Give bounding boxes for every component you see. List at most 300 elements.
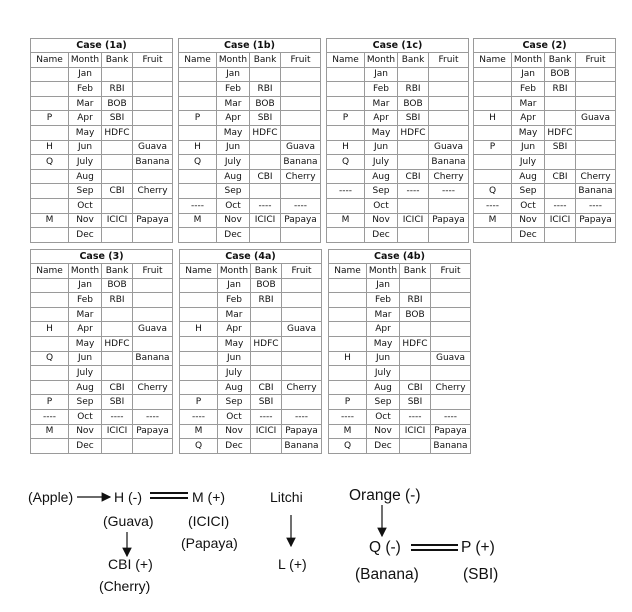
table-cell — [576, 96, 616, 111]
table-cell: Apr — [512, 111, 545, 126]
table-cell — [179, 67, 217, 82]
label-h: H (-) — [114, 489, 142, 505]
table-cell — [282, 351, 322, 366]
table-cell — [133, 198, 173, 213]
table-cell: SBI — [400, 395, 431, 410]
table-cell: Jan — [69, 278, 102, 293]
table-row — [31, 380, 173, 395]
case-title: Case (4a) — [179, 249, 322, 263]
table-cell — [400, 366, 431, 381]
table-cell: Q — [31, 351, 69, 366]
table-cell — [281, 67, 321, 82]
case-title: Case (2) — [473, 38, 616, 52]
table-cell — [102, 155, 133, 170]
table-cell: HDFC — [102, 125, 133, 140]
table-cell: Banana — [282, 439, 322, 454]
table-row — [179, 228, 321, 243]
table-cell — [102, 169, 133, 184]
table-cell — [133, 228, 173, 243]
table-cell: Feb — [365, 82, 398, 97]
table-cell — [576, 228, 616, 243]
table-cell — [251, 439, 282, 454]
table-row — [180, 409, 322, 424]
table-cell: RBI — [400, 293, 431, 308]
table-cell: ---- — [102, 409, 133, 424]
table-cell: Aug — [217, 169, 250, 184]
table-cell: Jun — [367, 351, 400, 366]
table-header-row — [327, 53, 469, 68]
table-cell — [102, 307, 133, 322]
table-row — [329, 424, 471, 439]
table-cell — [133, 125, 173, 140]
table-cell — [31, 125, 69, 140]
column-header: Bank — [102, 53, 133, 68]
column-header: Bank — [545, 53, 576, 68]
table-cell — [327, 125, 365, 140]
table-cell — [431, 366, 471, 381]
table-cell — [250, 155, 281, 170]
table-cell — [474, 82, 512, 97]
table-cell: Cherry — [431, 380, 471, 395]
table-row — [31, 184, 173, 199]
table-cell: Nov — [365, 213, 398, 228]
table-cell: ---- — [398, 184, 429, 199]
table-row — [180, 380, 322, 395]
table-cell: Sep — [69, 184, 102, 199]
table-cell — [329, 293, 367, 308]
table-cell: Mar — [218, 307, 251, 322]
table-cell — [102, 351, 133, 366]
table-cell: Nov — [367, 424, 400, 439]
table-row — [327, 198, 469, 213]
table-row — [329, 439, 471, 454]
table-cell: BOB — [400, 307, 431, 322]
table-cell: Feb — [69, 293, 102, 308]
table-cell — [398, 140, 429, 155]
table-row — [329, 293, 471, 308]
table-cell: ---- — [327, 184, 365, 199]
table-row — [327, 67, 469, 82]
column-header: Name — [179, 53, 217, 68]
table-cell: July — [512, 155, 545, 170]
table-cell: Jun — [217, 140, 250, 155]
table-cell — [431, 293, 471, 308]
table-cell — [329, 278, 367, 293]
table-cell: Guava — [576, 111, 616, 126]
table-cell — [431, 307, 471, 322]
column-header: Fruit — [576, 53, 616, 68]
table-cell: Papaya — [576, 213, 616, 228]
table-cell: Jun — [218, 351, 251, 366]
table-cell: Dec — [69, 439, 102, 454]
table-cell — [133, 111, 173, 126]
table-cell: HDFC — [400, 336, 431, 351]
table-row — [179, 140, 321, 155]
table-cell: ICICI — [545, 213, 576, 228]
case-table — [328, 249, 471, 454]
table-row — [180, 439, 322, 454]
table-cell: H — [180, 322, 218, 337]
table-cell — [329, 336, 367, 351]
label-cbi: CBI (+) — [108, 556, 153, 572]
table-cell: Jun — [512, 140, 545, 155]
table-cell: May — [69, 336, 102, 351]
label-guava: (Guava) — [103, 513, 154, 529]
table-cell — [281, 96, 321, 111]
table-cell: H — [474, 111, 512, 126]
table-cell: Sep — [365, 184, 398, 199]
table-cell — [282, 278, 322, 293]
table-cell: SBI — [250, 111, 281, 126]
table-cell: Q — [31, 155, 69, 170]
table-cell — [281, 82, 321, 97]
table-cell: Cherry — [429, 169, 469, 184]
table-cell: Nov — [218, 424, 251, 439]
column-header: Name — [31, 264, 69, 279]
table-cell: Cherry — [133, 380, 173, 395]
table-cell — [31, 198, 69, 213]
table-cell — [576, 155, 616, 170]
table-row — [474, 67, 616, 82]
table-row — [179, 96, 321, 111]
table-row — [180, 307, 322, 322]
table-cell — [429, 198, 469, 213]
table-cell — [431, 336, 471, 351]
table-cell: Feb — [512, 82, 545, 97]
case-title: Case (4b) — [328, 249, 471, 263]
table-cell: Oct — [217, 198, 250, 213]
table-row — [179, 213, 321, 228]
table-cell — [429, 125, 469, 140]
table-cell — [251, 322, 282, 337]
table-cell — [281, 125, 321, 140]
table-cell: July — [367, 366, 400, 381]
table-cell: ICICI — [250, 213, 281, 228]
table-row — [327, 228, 469, 243]
table-cell: HDFC — [251, 336, 282, 351]
table-cell: Sep — [512, 184, 545, 199]
table-cell — [329, 380, 367, 395]
column-header: Bank — [250, 53, 281, 68]
table-cell — [133, 366, 173, 381]
column-header: Bank — [400, 264, 431, 279]
column-header: Fruit — [133, 264, 173, 279]
table-cell — [31, 380, 69, 395]
table-cell — [31, 184, 69, 199]
table-cell — [102, 198, 133, 213]
table-cell: Banana — [133, 155, 173, 170]
table-cell: Cherry — [281, 169, 321, 184]
table-cell: Papaya — [133, 213, 173, 228]
table-cell: July — [218, 366, 251, 381]
table-cell — [179, 184, 217, 199]
table-cell: RBI — [250, 82, 281, 97]
table-row — [474, 169, 616, 184]
table-cell — [180, 351, 218, 366]
table-cell: RBI — [102, 293, 133, 308]
table-cell: Guava — [282, 322, 322, 337]
table-cell: M — [31, 424, 69, 439]
table-cell: M — [474, 213, 512, 228]
table-cell — [327, 228, 365, 243]
column-header: Month — [69, 53, 102, 68]
table-row — [31, 395, 173, 410]
table-row — [474, 155, 616, 170]
case-title: Case (3) — [30, 249, 173, 263]
table-cell: Feb — [367, 293, 400, 308]
table-cell: Papaya — [282, 424, 322, 439]
table-cell — [400, 439, 431, 454]
column-header: Month — [218, 264, 251, 279]
label-q: Q (-) — [369, 539, 401, 556]
table-row — [180, 336, 322, 351]
table-cell: P — [329, 395, 367, 410]
table-cell: Jan — [365, 67, 398, 82]
diagram-lines — [0, 470, 632, 612]
table-cell — [133, 395, 173, 410]
table-cell — [398, 67, 429, 82]
table-cell: Guava — [281, 140, 321, 155]
table-cell: Jun — [69, 140, 102, 155]
label-icici: (ICICI) — [188, 513, 230, 529]
table-cell: Dec — [217, 228, 250, 243]
column-header: Fruit — [281, 53, 321, 68]
table-row — [474, 82, 616, 97]
table-row — [327, 169, 469, 184]
column-header: Month — [512, 53, 545, 68]
table-cell — [282, 366, 322, 381]
table-cell: ICICI — [102, 213, 133, 228]
table-cell: BOB — [251, 278, 282, 293]
table-cell: Feb — [69, 82, 102, 97]
table-cell — [133, 82, 173, 97]
table-cell: Papaya — [133, 424, 173, 439]
column-header: Name — [329, 264, 367, 279]
column-header: Bank — [102, 264, 133, 279]
table-cell — [329, 366, 367, 381]
table-cell — [545, 111, 576, 126]
table-cell — [281, 111, 321, 126]
table-row — [327, 96, 469, 111]
table-cell: CBI — [102, 380, 133, 395]
table-cell — [429, 228, 469, 243]
table-cell: Apr — [69, 111, 102, 126]
column-header: Month — [69, 264, 102, 279]
table-cell: M — [180, 424, 218, 439]
table-row — [474, 140, 616, 155]
table-row — [329, 336, 471, 351]
table-row — [31, 96, 173, 111]
table-cell: HDFC — [250, 125, 281, 140]
table-cell: Dec — [367, 439, 400, 454]
table-row — [31, 307, 173, 322]
table-cell — [31, 228, 69, 243]
table-cell — [133, 96, 173, 111]
table-header-row — [329, 264, 471, 279]
table-cell: ---- — [251, 409, 282, 424]
table-cell: H — [329, 351, 367, 366]
table-cell — [133, 293, 173, 308]
table-row — [179, 184, 321, 199]
table-cell: July — [69, 366, 102, 381]
table-cell: Aug — [69, 380, 102, 395]
table-cell: July — [365, 155, 398, 170]
table-cell — [327, 169, 365, 184]
table-row — [474, 125, 616, 140]
table-cell: Papaya — [431, 424, 471, 439]
table-cell: Jan — [217, 67, 250, 82]
table-row — [329, 278, 471, 293]
table-cell — [576, 67, 616, 82]
table-cell — [429, 82, 469, 97]
label-m: M (+) — [192, 489, 226, 505]
table-cell — [102, 439, 133, 454]
table-cell — [133, 278, 173, 293]
table-row — [31, 67, 173, 82]
table-row — [474, 184, 616, 199]
table-cell: H — [327, 140, 365, 155]
table-row — [329, 351, 471, 366]
table-cell: ---- — [400, 409, 431, 424]
table-cell: Aug — [367, 380, 400, 395]
table-cell: Mar — [365, 96, 398, 111]
table-row — [31, 125, 173, 140]
table-cell: Feb — [218, 293, 251, 308]
table-cell: Aug — [69, 169, 102, 184]
relationship-diagram — [0, 470, 632, 612]
table-cell — [250, 67, 281, 82]
table-cell: Aug — [365, 169, 398, 184]
column-header: Name — [327, 53, 365, 68]
table-cell — [179, 96, 217, 111]
case-title: Case (1b) — [178, 38, 321, 52]
table-cell: Cherry — [282, 380, 322, 395]
table-cell: CBI — [400, 380, 431, 395]
table-row — [180, 424, 322, 439]
column-header: Name — [180, 264, 218, 279]
table-row — [474, 198, 616, 213]
table-cell: ---- — [431, 409, 471, 424]
case-table — [473, 38, 616, 243]
table-cell: BOB — [398, 96, 429, 111]
table-row — [179, 67, 321, 82]
table-row — [31, 155, 173, 170]
table-row — [31, 351, 173, 366]
column-header: Name — [31, 53, 69, 68]
table-cell — [102, 228, 133, 243]
table-header-row — [179, 53, 321, 68]
table-row — [179, 155, 321, 170]
table-cell: Oct — [69, 198, 102, 213]
column-header: Month — [365, 53, 398, 68]
table-cell: P — [31, 111, 69, 126]
column-header: Bank — [398, 53, 429, 68]
table-row — [327, 213, 469, 228]
column-header: Fruit — [429, 53, 469, 68]
table-cell: Apr — [218, 322, 251, 337]
table-row — [31, 198, 173, 213]
table-cell — [133, 67, 173, 82]
table-row — [327, 155, 469, 170]
label-p: P (+) — [461, 539, 495, 556]
table-cell — [400, 322, 431, 337]
table-cell — [250, 140, 281, 155]
table-cell: M — [179, 213, 217, 228]
table-cell — [327, 96, 365, 111]
table-cell — [400, 278, 431, 293]
table-cell — [31, 366, 69, 381]
table-cell: Guava — [429, 140, 469, 155]
table-cell: May — [69, 125, 102, 140]
table-cell: Dec — [69, 228, 102, 243]
table-cell: P — [31, 395, 69, 410]
table-cell: Oct — [367, 409, 400, 424]
table-row — [31, 140, 173, 155]
table-cell: HDFC — [545, 125, 576, 140]
table-cell: Apr — [367, 322, 400, 337]
case-table — [179, 249, 322, 454]
table-cell: SBI — [398, 111, 429, 126]
table-cell — [180, 366, 218, 381]
table-cell — [398, 155, 429, 170]
table-row — [327, 140, 469, 155]
table-cell — [327, 198, 365, 213]
table-cell: Q — [329, 439, 367, 454]
table-cell: Banana — [281, 155, 321, 170]
table-cell: CBI — [102, 184, 133, 199]
label-apple: (Apple) — [28, 489, 74, 505]
table-row — [31, 213, 173, 228]
table-cell — [133, 336, 173, 351]
table-cell: ---- — [429, 184, 469, 199]
table-row — [474, 228, 616, 243]
table-row — [474, 213, 616, 228]
table-row — [31, 322, 173, 337]
table-cell — [545, 155, 576, 170]
table-cell: Sep — [367, 395, 400, 410]
table-cell: May — [217, 125, 250, 140]
table-cell — [400, 351, 431, 366]
table-cell — [180, 293, 218, 308]
table-cell: Oct — [69, 409, 102, 424]
table-cell — [327, 67, 365, 82]
table-row — [179, 198, 321, 213]
table-cell — [133, 169, 173, 184]
table-cell — [31, 67, 69, 82]
column-header: Name — [474, 53, 512, 68]
table-cell: H — [179, 140, 217, 155]
table-cell — [180, 278, 218, 293]
table-cell: Jan — [69, 67, 102, 82]
table-cell: Banana — [576, 184, 616, 199]
table-row — [474, 96, 616, 111]
label-orange: Orange (-) — [349, 487, 421, 504]
table-row — [179, 169, 321, 184]
table-cell: Feb — [217, 82, 250, 97]
table-cell: Nov — [512, 213, 545, 228]
table-cell — [545, 228, 576, 243]
table-cell: Jan — [367, 278, 400, 293]
table-cell: Banana — [431, 439, 471, 454]
table-cell: CBI — [545, 169, 576, 184]
table-header-row — [31, 53, 173, 68]
table-cell: ---- — [281, 198, 321, 213]
table-cell: RBI — [398, 82, 429, 97]
table-cell — [398, 198, 429, 213]
table-row — [327, 111, 469, 126]
table-cell: Oct — [218, 409, 251, 424]
table-cell: Dec — [365, 228, 398, 243]
